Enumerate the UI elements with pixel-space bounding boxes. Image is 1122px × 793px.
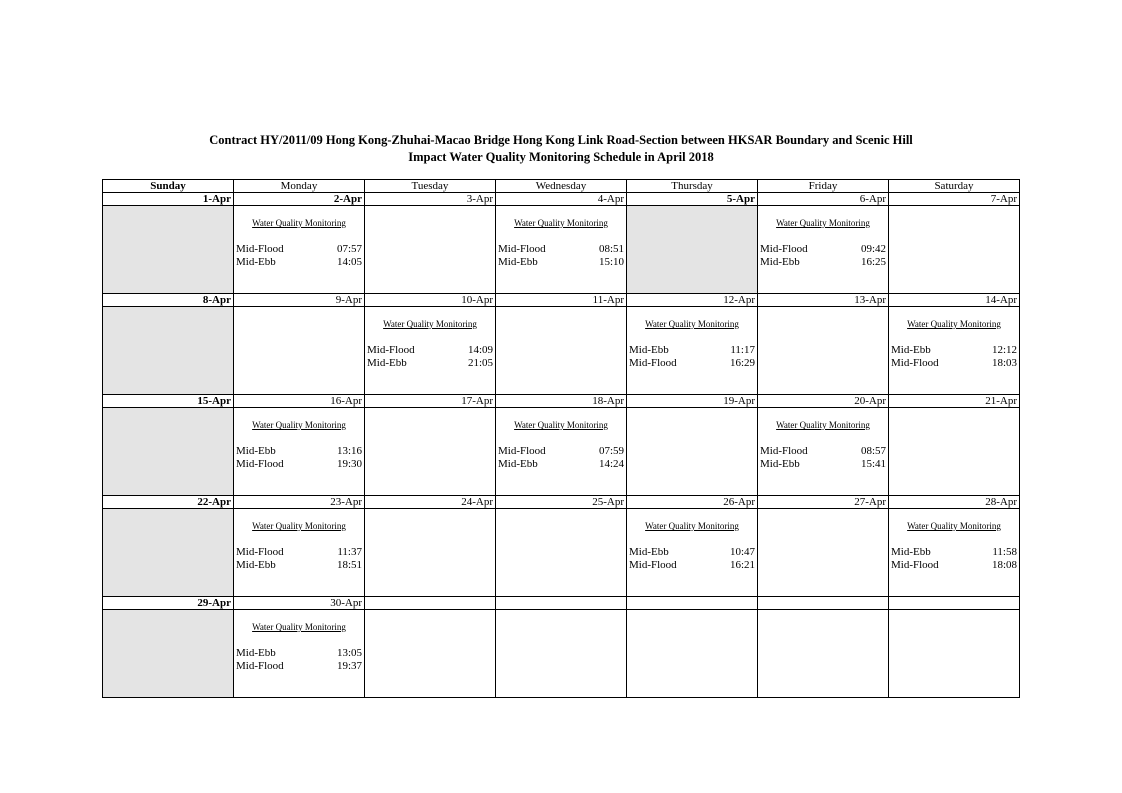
date-label bbox=[627, 597, 758, 610]
week-5-date-row bbox=[103, 597, 1020, 610]
date-label: 15-Apr bbox=[103, 395, 234, 408]
tide-entry bbox=[236, 445, 362, 458]
tide-entry bbox=[236, 243, 362, 256]
day-cell bbox=[758, 307, 889, 395]
day-cell bbox=[365, 408, 496, 496]
tide-entry bbox=[760, 458, 886, 471]
week-5-body-row bbox=[103, 610, 1020, 698]
date-label: 2-Apr bbox=[234, 193, 365, 206]
day-cell bbox=[889, 206, 1020, 294]
monitoring-label: Water Quality Monitoring bbox=[776, 420, 870, 430]
day-cell bbox=[758, 206, 889, 294]
tide-time: 21:05 bbox=[467, 357, 493, 369]
day-cell bbox=[365, 610, 496, 698]
date-label: 9-Apr bbox=[234, 294, 365, 307]
tide-entry bbox=[760, 445, 886, 458]
date-label: 21-Apr bbox=[889, 395, 1020, 408]
weekday-header-friday: Friday bbox=[758, 180, 889, 193]
date-label: 22-Apr bbox=[103, 496, 234, 509]
monitoring-label: Water Quality Monitoring bbox=[645, 521, 739, 531]
tide-name: Mid-Flood bbox=[236, 660, 284, 672]
date-label: 27-Apr bbox=[758, 496, 889, 509]
day-cell bbox=[758, 610, 889, 698]
weekday-header-monday: Monday bbox=[234, 180, 365, 193]
day-cell bbox=[103, 610, 234, 698]
tide-time: 08:57 bbox=[860, 445, 886, 457]
week-1-date-row bbox=[103, 193, 1020, 206]
monitoring-label: Water Quality Monitoring bbox=[514, 420, 608, 430]
tide-entry bbox=[891, 546, 1017, 559]
schedule-title bbox=[0, 132, 1122, 166]
day-cell bbox=[103, 509, 234, 597]
tide-name: Mid-Flood bbox=[367, 344, 415, 356]
tide-entry bbox=[236, 458, 362, 471]
tide-time: 14:24 bbox=[598, 458, 624, 470]
title-line-2: Impact Water Quality Monitoring Schedule in April 2018 bbox=[408, 150, 714, 164]
tide-time: 07:57 bbox=[336, 243, 362, 255]
date-label: 14-Apr bbox=[889, 294, 1020, 307]
tide-time: 18:08 bbox=[991, 559, 1017, 571]
monitoring-label: Water Quality Monitoring bbox=[907, 521, 1001, 531]
date-label: 7-Apr bbox=[889, 193, 1020, 206]
date-label: 1-Apr bbox=[103, 193, 234, 206]
tide-name: Mid-Flood bbox=[760, 445, 808, 457]
week-1-body-row bbox=[103, 206, 1020, 294]
tide-name: Mid-Flood bbox=[891, 559, 939, 571]
tide-name: Mid-Flood bbox=[236, 243, 284, 255]
tide-time: 08:51 bbox=[598, 243, 624, 255]
tide-name: Mid-Ebb bbox=[498, 256, 538, 268]
tide-entry bbox=[498, 458, 624, 471]
day-cell bbox=[889, 307, 1020, 395]
date-label: 16-Apr bbox=[234, 395, 365, 408]
day-cell bbox=[103, 307, 234, 395]
day-cell bbox=[103, 408, 234, 496]
day-cell bbox=[103, 206, 234, 294]
tide-name: Mid-Flood bbox=[629, 357, 677, 369]
day-cell bbox=[496, 307, 627, 395]
date-label: 4-Apr bbox=[496, 193, 627, 206]
tide-name: Mid-Flood bbox=[760, 243, 808, 255]
tide-time: 16:21 bbox=[729, 559, 755, 571]
week-4-body-row bbox=[103, 509, 1020, 597]
tide-name: Mid-Flood bbox=[498, 243, 546, 255]
day-cell bbox=[496, 509, 627, 597]
tide-entry bbox=[760, 243, 886, 256]
tide-name: Mid-Ebb bbox=[629, 546, 669, 558]
day-cell bbox=[889, 509, 1020, 597]
date-label: 25-Apr bbox=[496, 496, 627, 509]
monitoring-label: Water Quality Monitoring bbox=[252, 521, 346, 531]
tide-time: 15:41 bbox=[860, 458, 886, 470]
date-label bbox=[496, 597, 627, 610]
day-cell bbox=[496, 408, 627, 496]
tide-entry bbox=[236, 546, 362, 559]
tide-entry bbox=[629, 559, 755, 572]
day-cell bbox=[758, 509, 889, 597]
weekday-header-tuesday: Tuesday bbox=[365, 180, 496, 193]
tide-time: 13:16 bbox=[336, 445, 362, 457]
day-cell bbox=[365, 206, 496, 294]
date-label: 5-Apr bbox=[627, 193, 758, 206]
tide-entry bbox=[891, 344, 1017, 357]
tide-name: Mid-Ebb bbox=[236, 445, 276, 457]
tide-entry bbox=[629, 344, 755, 357]
day-cell bbox=[627, 307, 758, 395]
date-label: 13-Apr bbox=[758, 294, 889, 307]
tide-entry bbox=[629, 357, 755, 370]
tide-entry bbox=[498, 445, 624, 458]
monitoring-label: Water Quality Monitoring bbox=[383, 319, 477, 329]
day-cell bbox=[889, 610, 1020, 698]
day-cell bbox=[627, 408, 758, 496]
date-label: 18-Apr bbox=[496, 395, 627, 408]
tide-entry bbox=[891, 559, 1017, 572]
tide-name: Mid-Ebb bbox=[236, 647, 276, 659]
tide-entry bbox=[891, 357, 1017, 370]
tide-name: Mid-Ebb bbox=[760, 256, 800, 268]
date-label bbox=[889, 597, 1020, 610]
tide-time: 16:29 bbox=[729, 357, 755, 369]
tide-time: 11:58 bbox=[992, 546, 1017, 558]
calendar-body bbox=[103, 193, 1020, 698]
date-label: 30-Apr bbox=[234, 597, 365, 610]
calendar-table bbox=[102, 179, 1020, 698]
day-cell bbox=[365, 509, 496, 597]
tide-name: Mid-Ebb bbox=[367, 357, 407, 369]
tide-name: Mid-Flood bbox=[498, 445, 546, 457]
tide-time: 09:42 bbox=[860, 243, 886, 255]
date-label: 28-Apr bbox=[889, 496, 1020, 509]
weekday-header-sunday: Sunday bbox=[103, 180, 234, 193]
day-cell bbox=[365, 307, 496, 395]
weekday-header-row bbox=[103, 180, 1020, 193]
tide-name: Mid-Ebb bbox=[498, 458, 538, 470]
date-label: 10-Apr bbox=[365, 294, 496, 307]
tide-name: Mid-Flood bbox=[891, 357, 939, 369]
day-cell bbox=[496, 610, 627, 698]
weekday-header-thursday: Thursday bbox=[627, 180, 758, 193]
monitoring-label: Water Quality Monitoring bbox=[252, 622, 346, 632]
monitoring-label: Water Quality Monitoring bbox=[252, 420, 346, 430]
tide-time: 15:10 bbox=[598, 256, 624, 268]
tide-name: Mid-Ebb bbox=[236, 559, 276, 571]
tide-name: Mid-Ebb bbox=[629, 344, 669, 356]
date-label: 17-Apr bbox=[365, 395, 496, 408]
tide-name: Mid-Ebb bbox=[891, 546, 931, 558]
week-3-date-row bbox=[103, 395, 1020, 408]
tide-name: Mid-Flood bbox=[629, 559, 677, 571]
day-cell bbox=[627, 610, 758, 698]
weekday-header-wednesday: Wednesday bbox=[496, 180, 627, 193]
tide-entry bbox=[760, 256, 886, 269]
tide-name: Mid-Ebb bbox=[760, 458, 800, 470]
tide-time: 07:59 bbox=[598, 445, 624, 457]
week-2-date-row bbox=[103, 294, 1020, 307]
tide-time: 19:37 bbox=[336, 660, 362, 672]
tide-time: 14:05 bbox=[336, 256, 362, 268]
tide-time: 11:37 bbox=[337, 546, 362, 558]
date-label: 19-Apr bbox=[627, 395, 758, 408]
monitoring-label: Water Quality Monitoring bbox=[645, 319, 739, 329]
monitoring-label: Water Quality Monitoring bbox=[907, 319, 1001, 329]
day-cell bbox=[627, 206, 758, 294]
tide-time: 10:47 bbox=[729, 546, 755, 558]
week-4-date-row bbox=[103, 496, 1020, 509]
tide-entry bbox=[236, 256, 362, 269]
day-cell bbox=[234, 610, 365, 698]
tide-time: 16:25 bbox=[860, 256, 886, 268]
date-label: 11-Apr bbox=[496, 294, 627, 307]
day-cell bbox=[234, 206, 365, 294]
tide-entry bbox=[367, 344, 493, 357]
day-cell bbox=[889, 408, 1020, 496]
tide-time: 13:05 bbox=[336, 647, 362, 659]
tide-name: Mid-Ebb bbox=[891, 344, 931, 356]
day-cell bbox=[234, 408, 365, 496]
day-cell bbox=[627, 509, 758, 597]
date-label: 3-Apr bbox=[365, 193, 496, 206]
day-cell bbox=[234, 509, 365, 597]
tide-time: 18:51 bbox=[336, 559, 362, 571]
tide-time: 11:17 bbox=[730, 344, 755, 356]
date-label: 24-Apr bbox=[365, 496, 496, 509]
day-cell bbox=[496, 206, 627, 294]
tide-entry bbox=[629, 546, 755, 559]
date-label: 6-Apr bbox=[758, 193, 889, 206]
weekday-header-saturday: Saturday bbox=[889, 180, 1020, 193]
tide-time: 14:09 bbox=[467, 344, 493, 356]
date-label bbox=[365, 597, 496, 610]
week-2-body-row bbox=[103, 307, 1020, 395]
tide-entry bbox=[498, 256, 624, 269]
tide-time: 18:03 bbox=[991, 357, 1017, 369]
tide-name: Mid-Flood bbox=[236, 546, 284, 558]
monitoring-label: Water Quality Monitoring bbox=[514, 218, 608, 228]
date-label: 23-Apr bbox=[234, 496, 365, 509]
tide-entry bbox=[498, 243, 624, 256]
week-3-body-row bbox=[103, 408, 1020, 496]
title-line-1: Contract HY/2011/09 Hong Kong-Zhuhai-Macao Bridge Hong Kong Link Road-Section between HKSAR Boundary and Scenic Hill bbox=[209, 133, 913, 147]
monitoring-label: Water Quality Monitoring bbox=[776, 218, 870, 228]
tide-time: 12:12 bbox=[991, 344, 1017, 356]
tide-entry bbox=[236, 559, 362, 572]
date-label: 26-Apr bbox=[627, 496, 758, 509]
tide-entry bbox=[236, 660, 362, 673]
day-cell bbox=[758, 408, 889, 496]
tide-time: 19:30 bbox=[336, 458, 362, 470]
tide-name: Mid-Ebb bbox=[236, 256, 276, 268]
date-label: 12-Apr bbox=[627, 294, 758, 307]
date-label: 29-Apr bbox=[103, 597, 234, 610]
date-label bbox=[758, 597, 889, 610]
date-label: 20-Apr bbox=[758, 395, 889, 408]
monitoring-label: Water Quality Monitoring bbox=[252, 218, 346, 228]
tide-name: Mid-Flood bbox=[236, 458, 284, 470]
day-cell bbox=[234, 307, 365, 395]
tide-entry bbox=[367, 357, 493, 370]
date-label: 8-Apr bbox=[103, 294, 234, 307]
tide-entry bbox=[236, 647, 362, 660]
